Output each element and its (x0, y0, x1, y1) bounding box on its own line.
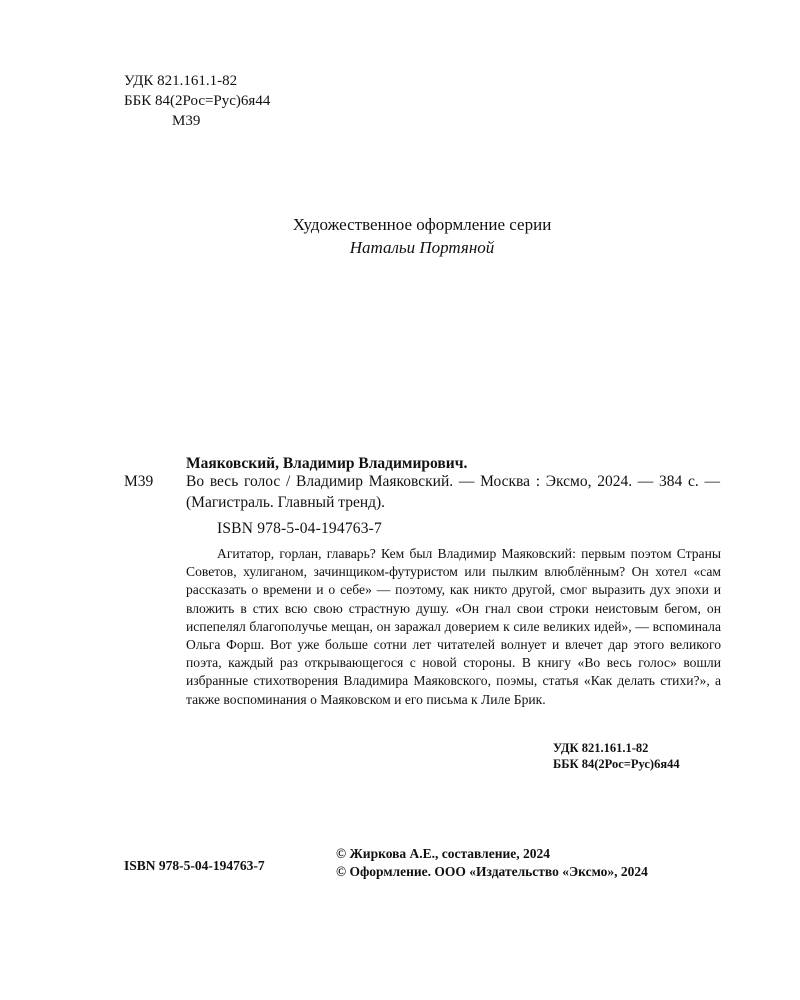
bbk-code: ББК 84(2Рос=Рус)6я44 (124, 93, 271, 109)
catalog-sign: М39 (124, 473, 154, 490)
copyright-compiler: © Жиркова А.Е., составление, 2024 (336, 846, 551, 861)
copyright-publisher: © Оформление. ООО «Издательство «Эксмо», 2024 (336, 864, 648, 879)
catalog-entry (124, 471, 720, 513)
catalog-author: Маяковский, Владимир Владимирович. (186, 455, 468, 472)
design-credit (0, 213, 800, 259)
catalog-isbn: ISBN 978-5-04-194763-7 (217, 520, 382, 537)
footer-isbn: ISBN 978-5-04-194763-7 (124, 858, 265, 873)
classification-codes (124, 71, 270, 131)
bottom-codes (553, 740, 680, 772)
udk-code: УДК 821.161.1-82 (124, 73, 238, 89)
catalog-description: Во весь голос / Владимир Маяковский. — Москва : Эксмо, 2024. — 384 с. — (Магистраль. Главный тренд). (186, 473, 720, 511)
bottom-bbk: ББК 84(2Рос=Рус)6я44 (553, 757, 680, 771)
annotation (186, 545, 721, 709)
designer-name: Натальи Портяной (349, 238, 495, 257)
design-credit-line: Художественное оформление серии (292, 215, 552, 234)
annotation-text: Агитатор, горлан, главарь? Кем был Владимир Маяковский: первым поэтом Страны Советов, хулиганом, зачинщиком-футуристом или пылким влюблённым? Он хотел «сам рассказать о времени и о себе» — поэтому, как никто другой, смог выразить дух эпохи и вложить в стих всю свою страстную душу. «Он гнал свои строки неистовым бегом, он испепелял благополучье мещан, он заражал доверием к силе великих идей», — вспоминала Ольга Форш. Вот уже больше сотни лет читателей волнует и влечет дар этого великого поэта, каждый раз открывающегося с новой стороны. В книгу «Во весь голос» вошли избранные стихотворения Владимира Маяковского, поэмы, статья «Как делать стихи?», а также воспоминания о Маяковском и его письма к Лиле Брик. (186, 546, 721, 707)
bottom-udk: УДК 821.161.1-82 (553, 741, 649, 755)
author-sign: М39 (172, 113, 201, 129)
copyright-block (336, 845, 648, 881)
